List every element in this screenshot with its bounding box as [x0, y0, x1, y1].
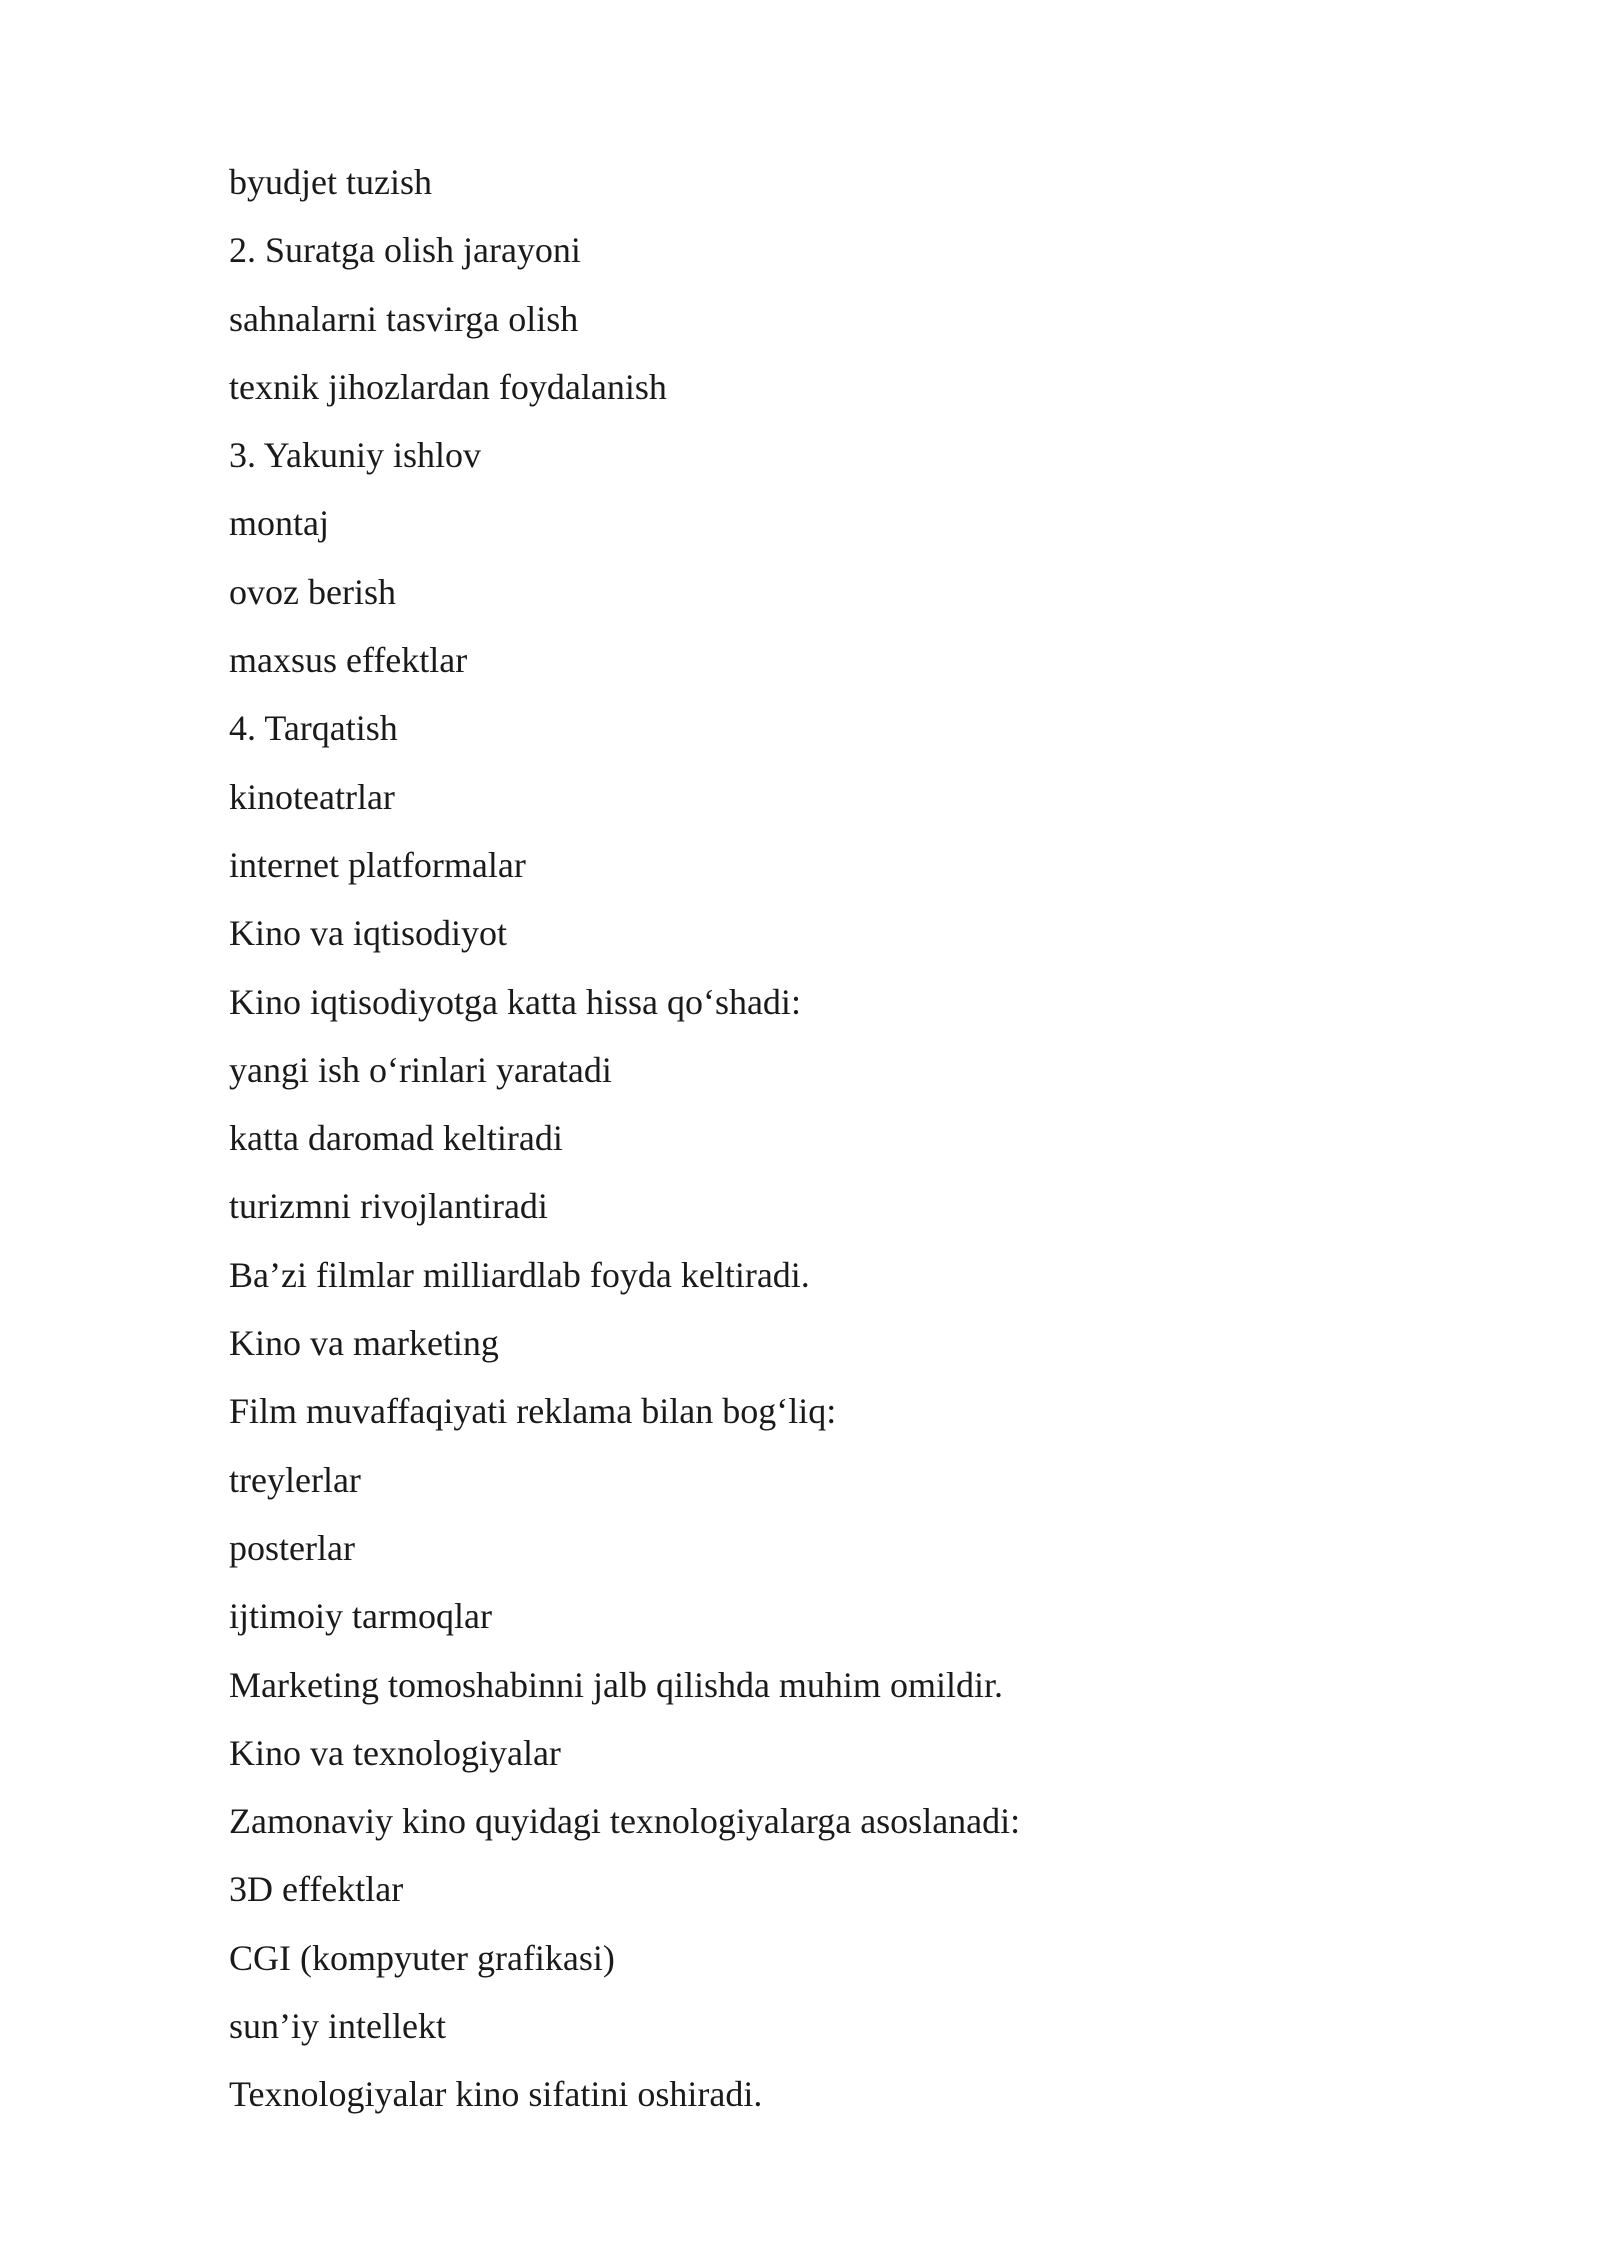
text-line: Marketing tomoshabinni jalb qilishda muhim omildir. [229, 1664, 1003, 1705]
text-line: Kino iqtisodiyotga katta hissa qo‘shadi: [229, 981, 801, 1022]
section-heading: 4. Tarqatish [229, 708, 398, 749]
text-line: posterlar [229, 1527, 355, 1568]
text-line: sahnalarni tasvirga olish [229, 298, 579, 339]
section-heading: Kino va iqtisodiyot [229, 913, 507, 954]
text-line: byudjet tuzish [229, 162, 432, 202]
text-line: Ba’zi filmlar milliardlab foyda keltiradi. [229, 1254, 810, 1295]
section-heading: Kino va texnologiyalar [229, 1732, 561, 1773]
section-heading: 2. Suratga olish jarayoni [229, 230, 581, 271]
text-line: Texnologiyalar kino sifatini oshiradi. [229, 2074, 763, 2115]
text-line: Zamonaviy kino quyidagi texnologiyalarga asoslanadi: [229, 1801, 1021, 1842]
text-line: ovoz berish [229, 571, 396, 612]
text-line: montaj [229, 503, 329, 544]
text-line: yangi ish o‘rinlari yaratadi [229, 1049, 612, 1090]
section-heading: 3. Yakuniy ishlov [229, 435, 482, 476]
text-line: turizmni rivojlantiradi [229, 1186, 548, 1227]
text-line: ijtimoiy tarmoqlar [229, 1596, 492, 1637]
text-line: CGI (kompyuter grafikasi) [229, 1937, 615, 1978]
text-line: katta daromad keltiradi [229, 1118, 563, 1159]
section-heading: Kino va marketing [229, 1323, 499, 1364]
text-line: texnik jihozlardan foydalanish [229, 366, 667, 407]
text-line: treylerlar [229, 1459, 361, 1500]
document-body [229, 148, 1429, 2129]
text-line: kinoteatrlar [229, 776, 395, 817]
text-line: sun’iy intellekt [229, 2006, 446, 2047]
text-line: maxsus effektlar [229, 640, 468, 681]
text-line: internet platformalar [229, 844, 526, 885]
text-line: Film muvaffaqiyati reklama bilan bog‘liq: [229, 1391, 837, 1432]
text-line: 3D effektlar [229, 1869, 404, 1910]
